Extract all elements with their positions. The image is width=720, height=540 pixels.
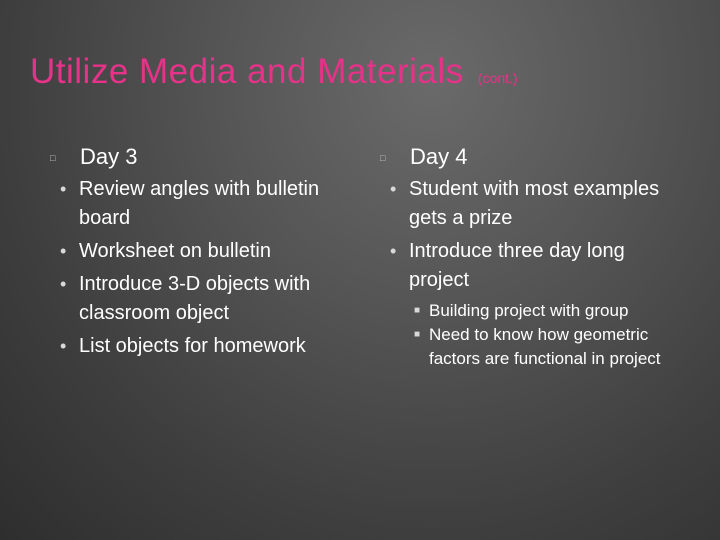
bullet-icon: • bbox=[60, 274, 67, 294]
square-bullet-icon: ■ bbox=[414, 305, 421, 316]
day-4-list bbox=[380, 175, 680, 371]
title-suffix: (cont.) bbox=[477, 70, 518, 86]
sublist-item-text: Building project with group bbox=[429, 301, 629, 320]
day-4-column bbox=[380, 143, 680, 375]
title-text: Utilize Media and Materials bbox=[30, 52, 464, 91]
list-item-text: List objects for homework bbox=[79, 335, 306, 357]
bullet-icon: • bbox=[60, 179, 67, 199]
day-3-heading bbox=[50, 143, 350, 171]
list-item bbox=[380, 237, 680, 371]
day-4-heading-text: Day 4 bbox=[410, 144, 468, 169]
list-item-text: Worksheet on bulletin bbox=[79, 240, 271, 262]
sublist-item bbox=[407, 323, 680, 371]
list-item-text: Introduce 3-D objects with classroom object bbox=[79, 273, 311, 324]
project-sublist bbox=[407, 299, 680, 371]
list-item bbox=[50, 332, 350, 361]
day-3-column bbox=[50, 143, 350, 365]
list-item bbox=[380, 175, 680, 233]
bullet-icon: • bbox=[60, 336, 67, 356]
day-3-heading-text: Day 3 bbox=[80, 144, 138, 169]
day-4-heading bbox=[380, 143, 680, 171]
list-item-text: Introduce three day long project bbox=[409, 240, 625, 291]
list-item-text: Student with most examples gets a prize bbox=[409, 178, 660, 229]
list-item bbox=[50, 270, 350, 328]
bullet-icon: □ bbox=[380, 153, 386, 163]
day-3-list bbox=[50, 175, 350, 361]
sublist-item-text: Need to know how geometric factors are functional in project bbox=[429, 325, 661, 368]
sublist-item bbox=[407, 299, 680, 323]
bullet-icon: • bbox=[60, 241, 67, 261]
square-bullet-icon: ■ bbox=[414, 329, 421, 340]
list-item bbox=[50, 175, 350, 233]
slide-title bbox=[30, 52, 518, 92]
bullet-icon: • bbox=[390, 179, 397, 199]
bullet-icon: □ bbox=[50, 153, 56, 163]
list-item-text: Review angles with bulletin board bbox=[79, 178, 320, 229]
bullet-icon: • bbox=[390, 241, 397, 261]
list-item bbox=[50, 237, 350, 266]
